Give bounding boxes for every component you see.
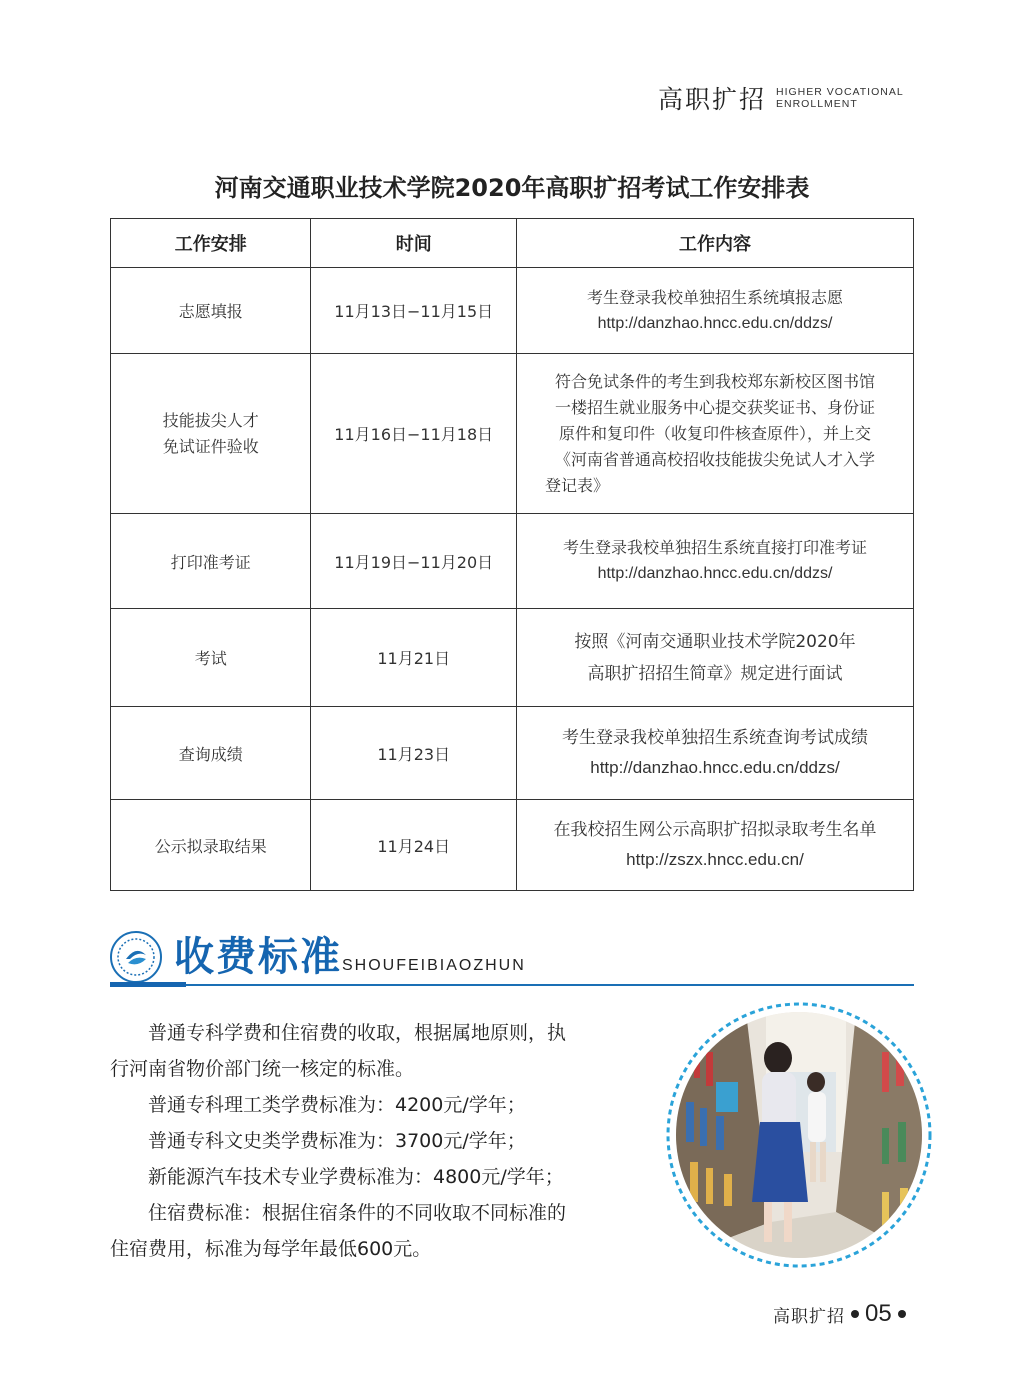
content-line: 高职扩招招生简章》规定进行面试 bbox=[587, 663, 843, 684]
time-cell: 11月24日 bbox=[311, 800, 517, 891]
content-url: http://danzhao.hncc.edu.cn/ddzs/ bbox=[597, 314, 833, 332]
content-line: 《河南省普通高校招收技能拔尖免试人才入学 bbox=[554, 449, 875, 469]
paragraph: 住宿费用，标准为每学年最低600元。 bbox=[110, 1238, 432, 1260]
paragraph: 行河南省物价部门统一核定的标准。 bbox=[110, 1058, 415, 1080]
task-text: 技能拔尖人才 bbox=[162, 410, 259, 430]
document-title: 河南交通职业技术学院2020年高职扩招考试工作安排表 bbox=[214, 174, 810, 202]
time-cell: 11月23日 bbox=[311, 707, 517, 800]
content-cell bbox=[517, 609, 914, 707]
content-cell bbox=[517, 354, 914, 514]
footer-bullet-icon bbox=[851, 1310, 859, 1318]
section-header bbox=[110, 925, 914, 989]
task-cell: 考试 bbox=[111, 609, 311, 707]
time-cell: 11月21日 bbox=[311, 609, 517, 707]
time-cell: 11月13日−11月15日 bbox=[311, 268, 517, 354]
content-line: 一楼招生就业服务中心提交获奖证书、身份证 bbox=[554, 397, 875, 417]
library-photo-image bbox=[676, 1012, 922, 1258]
paragraph: 新能源汽车技术专业学费标准为：4800元/学年； bbox=[148, 1166, 564, 1188]
fee-text bbox=[110, 1015, 630, 1267]
section-subtitle: SHOUFEIBIAOZHUN bbox=[342, 957, 526, 974]
content-cell bbox=[517, 268, 914, 354]
table-row bbox=[111, 707, 914, 800]
header-subtitle bbox=[776, 86, 904, 110]
page-number: 05 bbox=[865, 1300, 892, 1327]
task-cell bbox=[111, 268, 311, 354]
section-divider bbox=[110, 984, 914, 986]
task-cell: 查询成绩 bbox=[111, 707, 311, 800]
page-footer bbox=[773, 1300, 912, 1328]
content-line: 考生登录我校单独招生系统查询考试成绩 bbox=[562, 728, 868, 748]
paragraph: 普通专科文史类学费标准为：3700元/学年； bbox=[148, 1130, 526, 1152]
table-header-row bbox=[111, 219, 914, 268]
paragraph: 普通专科学费和住宿费的收取，根据属地原则，执 bbox=[148, 1022, 567, 1044]
header-title: 高职扩招 bbox=[658, 85, 767, 114]
column-header-content: 工作内容 bbox=[517, 219, 914, 268]
footer-bullet-icon bbox=[898, 1310, 906, 1318]
column-header-time: 时间 bbox=[311, 219, 517, 268]
header-subtitle-line1: HIGHER VOCATIONAL bbox=[776, 86, 904, 98]
content-line: 考生登录我校单独招生系统填报志愿 bbox=[586, 287, 843, 307]
task-cell: 公示拟录取结果 bbox=[111, 800, 311, 891]
content-line: 原件和复印件（收复印件核查原件），并上交 bbox=[558, 423, 871, 443]
content-cell bbox=[517, 514, 914, 609]
task-text: 志愿填报 bbox=[178, 302, 243, 321]
content-line: 登记表》 bbox=[545, 475, 610, 495]
paragraph: 普通专科理工类学费标准为：4200元/学年； bbox=[148, 1094, 526, 1116]
content-url: http://danzhao.hncc.edu.cn/ddzs/ bbox=[597, 565, 833, 582]
table-row bbox=[111, 800, 914, 891]
task-cell bbox=[111, 354, 311, 514]
table-row bbox=[111, 514, 914, 609]
column-header-task: 工作安排 bbox=[111, 219, 311, 268]
task-cell: 打印准考证 bbox=[111, 514, 311, 609]
content-line: 按照《河南交通职业技术学院2020年 bbox=[574, 631, 856, 652]
table-row bbox=[111, 354, 914, 514]
content-line: 考生登录我校单独招生系统直接打印准考证 bbox=[562, 538, 867, 557]
time-cell: 11月19日−11月20日 bbox=[311, 514, 517, 609]
content-cell bbox=[517, 707, 914, 800]
school-logo-icon bbox=[110, 931, 162, 983]
header-subtitle-line2: ENROLLMENT bbox=[776, 98, 858, 110]
schedule-table bbox=[110, 218, 914, 891]
task-text: 免试证件验收 bbox=[162, 436, 259, 456]
section-divider-accent bbox=[110, 982, 186, 987]
content-cell bbox=[517, 800, 914, 891]
table-row bbox=[111, 268, 914, 354]
library-photo bbox=[664, 1000, 934, 1270]
paragraph: 住宿费标准：根据住宿条件的不同收取不同标准的 bbox=[148, 1202, 567, 1224]
content-line: 在我校招生网公示高职扩招拟录取考生名单 bbox=[553, 820, 877, 840]
header-tag bbox=[658, 80, 904, 116]
section-title: 收费标准 bbox=[174, 934, 342, 980]
content-url: http://danzhao.hncc.edu.cn/ddzs/ bbox=[590, 758, 840, 777]
time-cell: 11月16日−11月18日 bbox=[311, 354, 517, 514]
footer-label: 高职扩招 bbox=[773, 1306, 845, 1327]
content-line: 符合免试条件的考生到我校郑东新校区图书馆 bbox=[554, 371, 875, 391]
table-row bbox=[111, 609, 914, 707]
content-url: http://zszx.hncc.edu.cn/ bbox=[626, 850, 804, 869]
